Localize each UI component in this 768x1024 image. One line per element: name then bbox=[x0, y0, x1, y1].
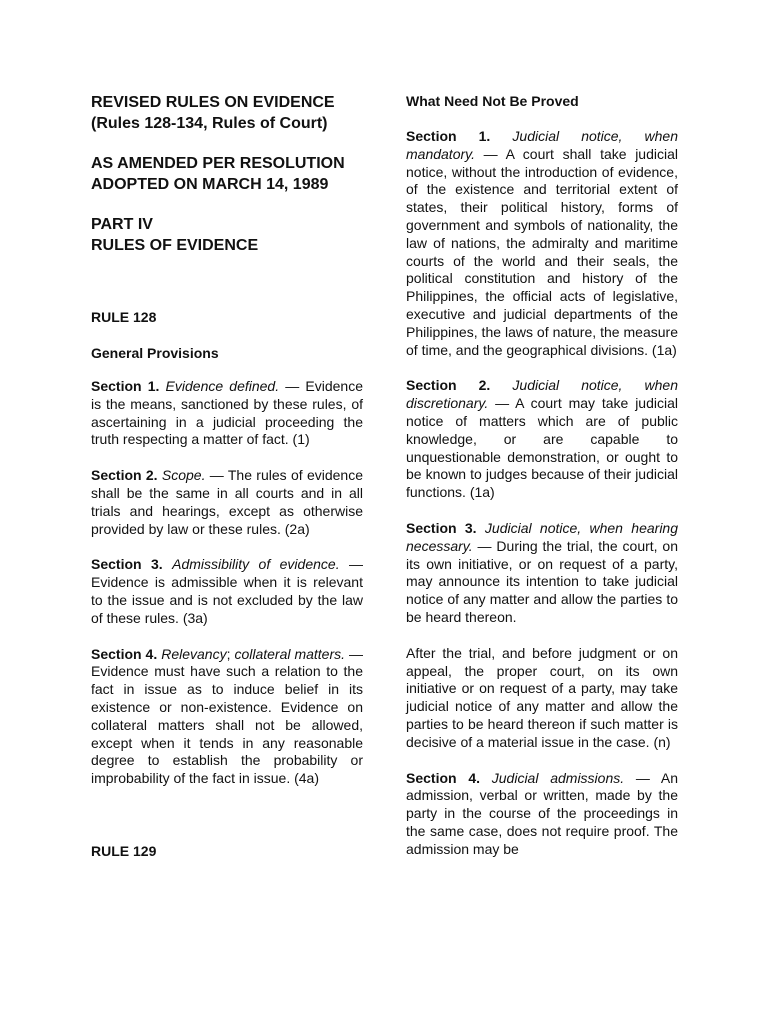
rule128-section-3: Section 3. Admissibility of evidence. — Evidence is admissible when it is relevant to the issue and is not excluded by the law of these rules. (3a) bbox=[91, 556, 364, 626]
what-need-not-be-proved-heading: What Need Not Be Proved bbox=[406, 93, 579, 109]
part-heading: PART IV RULES OF EVIDENCE bbox=[91, 216, 259, 254]
rule128-section-1: Section 1. Evidence defined. — Evidence is the means, sanctioned by these rules, of ascertaining in a judicial proceeding the truth respecting a matter of fact. (1) bbox=[91, 378, 363, 448]
rule-129-heading: RULE 129 bbox=[91, 842, 157, 859]
rule129-section-3: Section 3. Judicial notice, when hearing necessary. — During the trial, the court, on its own initiative, or on request of a party, may announce its intention to take judicial notice of any matter and allow the parties to be heard thereon. bbox=[406, 519, 678, 625]
left-column bbox=[91, 92, 363, 860]
rule-128-heading: RULE 128 bbox=[91, 309, 157, 325]
rule129-section-1: Section 1. Judicial notice, when mandatory. — A court shall take judicial notice, without the introduction of evidence, of the existence and territorial extent of states, their political history, forms of government and symbols of nationality, the law of nations, the admiralty and maritime courts of the world and their seals, the political constitution and history of the Philippines, the official acts of legislative, executive and judicial departments of the Philippines, the laws of nature, the measure of time, and the geographical divisions. (1a) bbox=[406, 128, 678, 358]
rule129-section-2: Section 2. Judicial notice, when discretionary. — A court may take judicial notice of matters which are of public knowledge, or are capable to unquestionable demonstration, or ought to be known to judges because of their judicial functions. (1a) bbox=[406, 377, 678, 501]
rule128-section-2: Section 2. Scope. — The rules of evidence shall be the same in all courts and in all trials and hearings, except as otherwise provided by law or these rules. (2a) bbox=[91, 467, 363, 537]
after-trial-paragraph: After the trial, and before judgment or on appeal, the proper court, on its own initiative or on request of a party, may take judicial notice of any matter and allow the parties to be heard thereon if such matter is decisive of a material issue in the case. (n) bbox=[406, 644, 678, 750]
rule128-section-4: Section 4. Relevancy; collateral matters. — Evidence must have such a relation to the fact in issue as to induce belief in its existence or non-existence. Evidence on collateral matters shall not be allowed, except when it tends in any reasonable degree to establish the probability or improbability of the fact in issue. (4a) bbox=[91, 645, 364, 787]
document-title: REVISED RULES ON EVIDENCE (Rules 128-134, Rules of Court) bbox=[91, 94, 335, 132]
general-provisions-heading: General Provisions bbox=[91, 345, 219, 361]
right-column bbox=[406, 92, 678, 858]
amendment-note: AS AMENDED PER RESOLUTION ADOPTED ON MARCH 14, 1989 bbox=[91, 155, 345, 193]
rule129-section-4: Section 4. Judicial admissions. — An admission, verbal or written, made by the party in the course of the proceedings in the same case, does not require proof. The admission may be bbox=[406, 769, 679, 857]
